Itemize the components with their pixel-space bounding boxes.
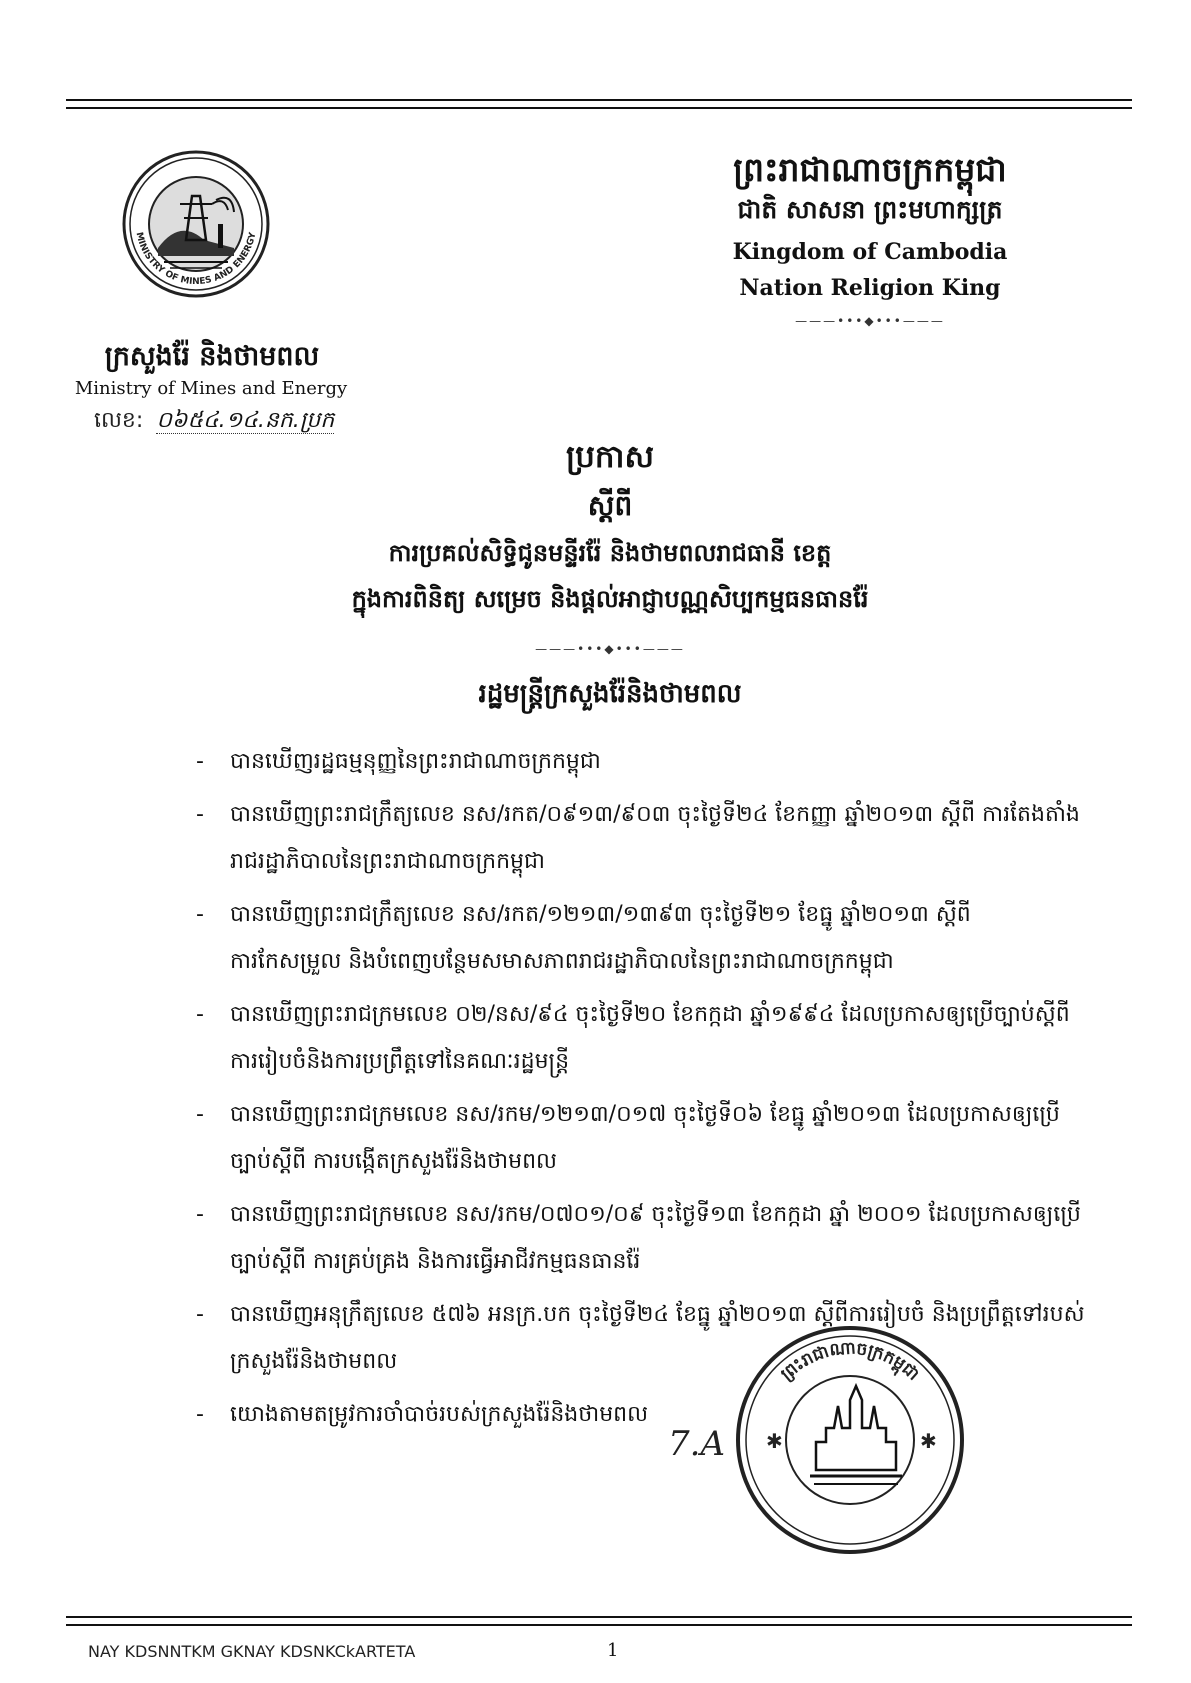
clause-text: បានឃើញព្រះរាជក្រឹត្យលេខ នស/រកត/១២១៣/១៣៩៣ ចុះថ្ងៃទី២១ ខែធ្នូ ឆ្នាំ២០១៣ ស្តីពី ការកែសម្រួល និងបំពេញបន្ថែមសមាសភាពរាជរដ្ឋាភិបាលនៃព្រះរាជាណាចក្រកម្ពុជា — [230, 902, 971, 974]
page-number: 1 — [607, 1640, 619, 1661]
national-motto-khmer: ជាតិ សាសនា ព្រះមហាក្សត្រ — [737, 195, 1003, 224]
list-dash: - — [196, 1002, 204, 1027]
reference-number: ០៦៥៤.១៤.នក.ប្រក — [156, 408, 335, 433]
subject-lead: ស្តីពី — [587, 489, 633, 522]
svg-text:ព្រះរាជាណាចក្រកម្ពុជា — [777, 1338, 923, 1385]
list-item — [196, 891, 1086, 985]
issuing-authority: រដ្ឋមន្ត្រីក្រសួងរ៉ែនិងថាមពល — [478, 679, 742, 709]
kingdom-name-english: Kingdom of Cambodia — [732, 239, 1008, 265]
reference-label: លេខ: — [94, 408, 144, 433]
clause-text: បានឃើញរដ្ឋធម្មនុញ្ញនៃព្រះរាជាណាចក្រកម្ពុជា — [230, 749, 601, 774]
subject-line-1: ការប្រគល់សិទ្ធិជូនមន្ទីររ៉ែ និងថាមពលរាជធានី ខេត្ត — [388, 539, 832, 567]
list-item — [196, 991, 1086, 1085]
title-ornament: ———•••◆•••——— — [535, 642, 685, 656]
handwritten-initials: 7.A — [668, 1424, 725, 1464]
document-title-block — [250, 432, 970, 718]
ministry-seal-logo — [120, 148, 272, 300]
list-item — [196, 738, 1086, 785]
clause-text: បានឃើញព្រះរាជក្រមលេខ ០២/នស/៩៤ ចុះថ្ងៃទី២០ ខែកក្កដា ឆ្នាំ១៩៩៤ ដែលប្រកាសឲ្យប្រើច្បាប់ស្តីពី ការរៀបចំនិងការប្រព្រឹត្តទៅនៃគណៈរដ្ឋមន្ត្រី — [230, 1002, 1070, 1074]
ministry-name-khmer: ក្រសួងរ៉ែ និងថាមពល — [104, 341, 320, 372]
list-dash: - — [196, 749, 204, 774]
official-stamp — [730, 1320, 970, 1560]
bottom-double-rule — [66, 1616, 1132, 1626]
list-item — [196, 1191, 1086, 1285]
clause-text: បានឃើញព្រះរាជក្រមលេខ នស/រកម/១២១៣/០១៧ ចុះថ្ងៃទី០៦ ខែធ្នូ ឆ្នាំ២០១៣ ដែលប្រកាសឲ្យប្រើច្បាប់ស្តីពី ការបង្កើតក្រសួងរ៉ែនិងថាមពល — [230, 1102, 1060, 1174]
clause-text: បានឃើញព្រះរាជក្រឹត្យលេខ នស/រកត/០៩១៣/៩០៣ ចុះថ្ងៃទី២៤ ខែកញ្ញា ឆ្នាំ២០១៣ ស្តីពី ការតែងតាំងរាជរដ្ឋាភិបាលនៃព្រះរាជាណាចក្រកម្ពុជា — [230, 802, 1080, 874]
kingdom-header — [680, 148, 1060, 328]
seal-text: MINISTRY OF MINES AND ENERGY — [133, 231, 259, 288]
clause-text: បានឃើញអនុក្រឹត្យលេខ ៥៧៦ អនក្រ.បក ចុះថ្ងៃទី២៤ ខែធ្នូ ឆ្នាំ២០១៣ ស្តីពីការរៀបចំ និងប្រព្រឹត្តទៅរបស់ក្រសួងរ៉ែនិងថាមពល — [230, 1302, 1085, 1374]
list-dash: - — [196, 1102, 204, 1127]
top-double-rule — [66, 99, 1132, 109]
clause-text: យោងតាមតម្រូវការចាំបាច់របស់ក្រសួងរ៉ែនិងថាមពល — [230, 1402, 649, 1427]
list-dash: - — [196, 802, 204, 827]
svg-text:✱: ✱ — [920, 1429, 937, 1453]
list-dash: - — [196, 902, 204, 927]
subject-line-2: ក្នុងការពិនិត្យ សម្រេច និងផ្តល់អាជ្ញាបណ្ណសិប្បកម្មធនធានរ៉ែ — [351, 585, 869, 613]
national-motto-english: Nation Religion King — [739, 275, 1001, 301]
list-dash: - — [196, 1302, 204, 1327]
stamp-text: ព្រះរាជាណាចក្រកម្ពុជា — [777, 1338, 924, 1385]
list-dash: - — [196, 1202, 204, 1227]
clause-text: បានឃើញព្រះរាជក្រមលេខ នស/រកម/០៧០១/០៩ ចុះថ្ងៃទី១៣ ខែកក្កដា ឆ្នាំ ២០០១ ដែលប្រកាសឲ្យប្រើច្បាប់ស្តីពី ការគ្រប់គ្រង និងការធ្វើអាជីវកម្មធនធានរ៉ែ — [230, 1202, 1081, 1274]
kingdom-name-khmer: ព្រះរាជាណាចក្រកម្ពុជា — [733, 150, 1007, 189]
svg-text:✱: ✱ — [766, 1429, 783, 1453]
list-item — [196, 791, 1086, 885]
ministry-name-english: Ministry of Mines and Energy — [74, 378, 348, 399]
list-item — [196, 1091, 1086, 1185]
header-ornament: ———•••◆•••——— — [795, 314, 945, 328]
list-dash: - — [196, 1402, 204, 1427]
footer-text: NAY KDSNNTKM GKNAY KDSNKCkARTETA — [88, 1642, 416, 1661]
document-type-title: ប្រកាស — [566, 439, 654, 475]
